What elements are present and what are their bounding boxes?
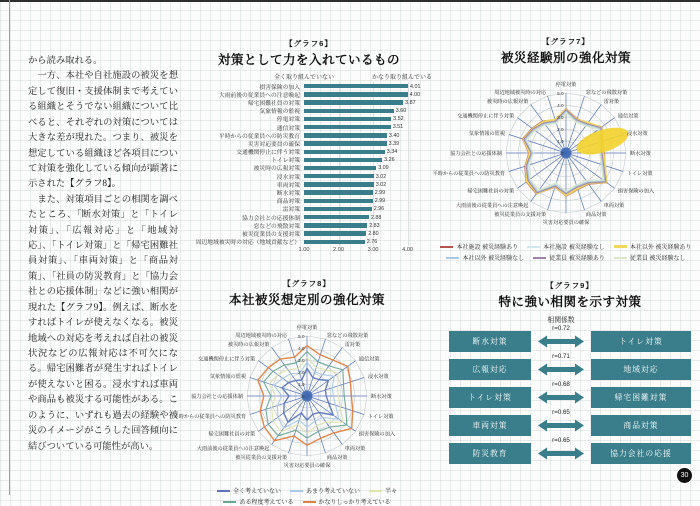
- legend-item: [446, 253, 524, 262]
- radar-scale-label: 3.0: [298, 358, 305, 363]
- radar-axis-spoke: [566, 153, 585, 210]
- bar: [304, 207, 372, 211]
- graph6-rows: [186, 82, 432, 246]
- bar-category-label: 被災時の広報対策: [253, 166, 300, 173]
- correlation-box-left: 車両対策: [449, 415, 531, 436]
- bar-category-label: 車両対策: [276, 182, 300, 189]
- bar-category-label: 損害保険の加入: [259, 84, 300, 91]
- graph9-rows: [444, 325, 696, 464]
- correlation-box-right: 帰宅困難対策: [591, 387, 691, 408]
- radar-axis-spoke: [566, 153, 601, 202]
- legend-label: 本社以外 被災経験なし: [462, 256, 525, 262]
- bar-value: 3.40: [388, 132, 400, 139]
- correlation-box-right: トイレ対策: [591, 331, 691, 352]
- bar-value: 2.83: [369, 222, 380, 229]
- bar: [304, 92, 408, 96]
- radar-axis-label: 商品対策: [585, 211, 607, 218]
- radar-axis-label: 平時からの従業員への防災教育: [432, 170, 506, 177]
- radar-axis-label: 周辺地域被災時の対応: [235, 333, 288, 340]
- graph7-radar-chart: [434, 36, 698, 262]
- bar: [304, 100, 403, 104]
- radar-scale-label: 4.0: [557, 103, 564, 108]
- bar-track: [304, 164, 432, 172]
- radar-axis-label: 雷対策: [603, 99, 620, 106]
- bar: [304, 141, 387, 145]
- radar-axis-label: 窓などの飛散対策: [326, 333, 369, 340]
- correlation-row: [444, 381, 696, 408]
- x-tick-label: 2.00: [333, 246, 344, 253]
- correlation-box-right: 協力会社の応援: [591, 443, 691, 464]
- bar-track: [304, 221, 432, 229]
- body-paragraph: から読み取れる。: [28, 56, 103, 66]
- bar: [304, 84, 408, 88]
- radar-scale-label: 3.0: [557, 115, 564, 120]
- radar-axis-spoke: [566, 153, 623, 172]
- legend-swatch: [290, 490, 303, 492]
- bar-category-label: 通信対策: [276, 125, 300, 132]
- bar-category-label: 停電対策: [276, 117, 300, 124]
- radar-axis-label: 気象情報の監視: [209, 374, 247, 381]
- radar-scale-label: 2.0: [557, 127, 564, 132]
- radar-scale-label: 0: [301, 394, 305, 399]
- bar-track: [304, 123, 432, 131]
- double-arrow: [538, 409, 584, 436]
- bar-category-label: 大雨前後の従業員への注意喚起: [218, 92, 300, 99]
- graph6-axis-headers: [186, 72, 432, 82]
- radar-scale-label: 4.0: [298, 346, 305, 351]
- legend-item: [533, 253, 605, 262]
- bar-category-label: 商品対策: [276, 199, 300, 206]
- bar-row: [186, 238, 432, 246]
- radar-axis-label: 平時からの従業員への防災教育: [173, 413, 247, 420]
- double-arrow: [538, 353, 584, 380]
- legend-swatch: [446, 257, 459, 259]
- radar-scale-label: 1.0: [557, 139, 564, 144]
- legend-label: かなりしっかり考えている: [318, 500, 391, 506]
- bar-category-label: 被災従業員の支援対策: [242, 231, 300, 238]
- graph7-title: 被災経験別の強化対策: [500, 51, 631, 65]
- bar-value: 3.02: [375, 181, 387, 188]
- radar-axis-label: 協力会社との応援体制: [450, 151, 502, 157]
- legend-label: 本社以外 被災経験あり: [629, 245, 692, 251]
- legend-label: 従業員 被災経験あり: [549, 256, 605, 262]
- x-tick-label: 4.00: [402, 246, 414, 253]
- bar-track: [304, 188, 432, 196]
- bar: [304, 215, 369, 219]
- legend-item: [369, 486, 397, 495]
- correlation-box-left: 広報対応: [449, 359, 531, 380]
- bar-category-label: 平時からの従業員への防災教育: [218, 133, 300, 140]
- graph9-correlation-diagram: [444, 280, 696, 464]
- bar-value: 2.99: [374, 189, 386, 196]
- correlation-value: r=0.65: [552, 437, 570, 444]
- graph8-tag: 【グラフ8】: [283, 279, 331, 288]
- bar-track: [304, 148, 432, 156]
- bar-value: 2.96: [373, 206, 385, 213]
- radar-axis-label: 帰宅困難社員の対策: [208, 431, 256, 438]
- legend-item: [290, 486, 360, 495]
- bar-track: [304, 172, 432, 180]
- graph6-bar-chart: [186, 38, 432, 255]
- bar: [304, 117, 391, 121]
- double-arrow-icon: [538, 391, 584, 404]
- bar: [304, 166, 376, 170]
- legend-item: [303, 497, 391, 506]
- radar-scale-label: 5.0: [557, 91, 564, 96]
- bar-category-label: 断水対策: [276, 191, 300, 198]
- correlation-value: r=0.71: [552, 353, 570, 360]
- radar-axis-label: 災害対応要員の確保: [542, 220, 590, 226]
- radar-axis-label: トイレ対策: [367, 413, 394, 420]
- radar-axis-label: 周辺地域被災時の対応: [494, 90, 547, 97]
- graph6-axis-right-label: かなり取り組んでいる: [371, 75, 432, 81]
- bar: [304, 150, 385, 154]
- page-left-rule: [9, 0, 10, 495]
- bar: [304, 240, 365, 244]
- correlation-box-left: トイレ対策: [449, 387, 531, 408]
- legend-swatch: [614, 257, 627, 259]
- legend-item: [527, 242, 605, 251]
- bar: [304, 182, 374, 186]
- legend-label: 全く考えていない: [232, 489, 281, 495]
- legend-swatch: [303, 501, 316, 503]
- bar-value: 3.51: [392, 124, 404, 131]
- graph8-radar-chart: [173, 278, 434, 506]
- body-text-column: [28, 54, 178, 455]
- radar-scale-label: 2.0: [298, 370, 305, 375]
- legend-swatch: [440, 246, 453, 248]
- radar-axis-label: 気象情報の監視: [468, 131, 506, 138]
- bar-track: [304, 205, 432, 213]
- bar: [304, 174, 374, 178]
- bar-value: 4.01: [410, 83, 421, 90]
- legend-label: 本社施設 被災経験あり: [456, 245, 519, 251]
- radar-axis-spoke: [548, 153, 567, 210]
- legend-item: [223, 497, 293, 506]
- bar-value: 3.26: [384, 157, 395, 164]
- graph7-tag: 【グラフ7】: [542, 37, 590, 46]
- legend-row: [223, 497, 390, 506]
- radar-axis-label: 停電対策: [555, 82, 577, 88]
- radar-chart-svg: [173, 308, 434, 484]
- radar-axis-label: 停電対策: [296, 325, 318, 331]
- radar-axis-label: 断水対策: [371, 394, 392, 400]
- radar-axis-label: 商品対策: [326, 454, 348, 461]
- bar-track: [304, 238, 432, 246]
- bar-value: 2.88: [370, 214, 382, 221]
- legend-swatch: [527, 246, 540, 248]
- bar-track: [304, 90, 432, 98]
- graph6-x-axis: [298, 246, 432, 255]
- body-paragraph: 一方、本社や自社施設の被災を想定して復旧・支援体制まで考えている組織とそうでない組織について比べると、それぞれの対策については大きな差が現れた。つまり、被災を想定している組織ほど各項目について対策を強化している傾向が顕著に示された【グラフ8】。: [28, 71, 178, 190]
- radar-axis-label: 浸水対策: [626, 131, 648, 138]
- bar-category-label: 帰宅困難社員の対策: [247, 100, 300, 107]
- bar-category-label: 気象情報の監視: [259, 109, 300, 116]
- radar-axis-spoke: [307, 378, 364, 397]
- bar-track: [304, 107, 432, 115]
- double-arrow-icon: [538, 447, 584, 460]
- radar-axis-label: 被災従業員の支援対策: [494, 211, 547, 218]
- body-paragraph: また、対策項目ごとの相関を調べたところ、「断水対策」と「トイレ対策」、「広報対応」と「地域対応」、「トイレ対策」と「帰宅困難社員対策」、「車両対策」と「商品対策」、「社員の防災教育」と「協力会社との応援体制」などに強い相関が現れた【グラフ9】。例えば、断水をすればトイレが使えなくなる。被災地域への対応を考えれば自社の被災状況などの広報対応は不可欠になる。帰宅困難者が発生すればトイレが使えないと困る。浸水すれば車両や商品も被災する可能性がある。このように、いずれも過去の経験や被災のイメージがこうした回答傾向に結びついている可能性が高い。: [28, 194, 178, 452]
- bar-track: [304, 115, 432, 123]
- legend-item: [614, 253, 686, 262]
- radar-axis-label: 協力会社との応援体制: [191, 394, 243, 400]
- bar-value: 3.34: [386, 149, 398, 155]
- graph8-title: 本社被災想定別の強化対策: [228, 293, 385, 307]
- radar-axis-label: 被災時の広報対策: [486, 99, 529, 106]
- legend-item: [217, 486, 281, 495]
- radar-axis-label: 車両対策: [603, 202, 625, 209]
- graph9-title: 特に強い相関を示す対策: [498, 295, 642, 309]
- legend-row: [217, 486, 397, 495]
- graph7-legend: [434, 242, 698, 262]
- radar-axis-spoke: [509, 153, 566, 172]
- radar-axis-label: 雷対策: [344, 342, 361, 349]
- legend-item: [440, 242, 518, 251]
- double-arrow-icon: [538, 335, 584, 348]
- bar-track: [304, 131, 432, 139]
- correlation-value: r=0.72: [552, 325, 570, 332]
- legend-swatch: [614, 245, 627, 249]
- radar-axis-label: 損害保険の加入: [358, 431, 396, 438]
- bar-value: 4.00: [409, 91, 421, 98]
- radar-axis-label: 窓などの飛散対策: [585, 90, 628, 97]
- double-arrow-icon: [538, 363, 584, 376]
- radar-axis-label: 大雨前後の従業員への注意喚起: [196, 445, 270, 452]
- radar-axis-label: 通信対策: [617, 113, 639, 120]
- correlation-row: [444, 353, 696, 380]
- bar-category-label: 協力会社との応援体制: [242, 215, 300, 222]
- bar-category-label: トイレ対策: [271, 158, 300, 165]
- double-arrow: [538, 437, 584, 464]
- page-top-rule: [0, 0, 700, 2]
- double-arrow: [538, 381, 584, 408]
- radar-axis-spoke: [307, 348, 342, 397]
- x-tick-label: 3.00: [367, 246, 379, 253]
- radar-axis-spoke: [250, 396, 307, 415]
- legend-label: 本社施設 被災経験なし: [543, 245, 605, 251]
- radar-axis-label: 被災従業員の支援対策: [235, 454, 288, 461]
- bar: [304, 109, 394, 113]
- legend-label: 半々: [385, 489, 398, 495]
- bar-track: [304, 197, 432, 205]
- bar-category-label: 雷対策: [282, 207, 300, 214]
- bar-category-label: 災害対応要員の確保: [247, 141, 300, 148]
- correlation-box-right: 地域対応: [591, 359, 691, 380]
- correlation-box-right: 商品対策: [591, 415, 691, 436]
- bar-category-label: 交通機関停止に伴う対策: [236, 150, 300, 157]
- x-tick-label: 1.00: [298, 246, 310, 253]
- graph6-plot-area: [186, 82, 432, 246]
- legend-label: 従業員 被災経験なし: [629, 256, 686, 262]
- bar-track: [304, 213, 432, 221]
- bar: [304, 125, 391, 129]
- bar-value: 2.99: [374, 198, 386, 205]
- radar-axis-label: 断水対策: [630, 151, 651, 157]
- bar-value: 3.09: [378, 165, 389, 172]
- correlation-box-left: 防災教育: [449, 443, 531, 464]
- page-number-badge: 30: [677, 468, 692, 483]
- bar: [304, 223, 367, 227]
- bar-track: [304, 139, 432, 147]
- radar-axis-label: 通信対策: [358, 356, 380, 363]
- correlation-value: r=0.65: [552, 409, 570, 416]
- bar-track: [304, 180, 432, 188]
- radar-axis-label: 被災時の広報対策: [227, 342, 270, 349]
- bar-value: 2.80: [368, 230, 379, 237]
- graph9-header: [444, 314, 696, 324]
- bar-track: [304, 98, 432, 106]
- correlation-row: [444, 437, 696, 464]
- bar-value: 3.60: [395, 108, 407, 115]
- bar-category-label: 周辺地域被災時の対応（地域貢献など）: [195, 240, 300, 247]
- radar-scale-label: 5.0: [298, 334, 305, 339]
- correlation-row: [444, 409, 696, 436]
- bar-value: 3.52: [393, 116, 404, 123]
- bar-track: [304, 229, 432, 237]
- correlation-value: r=0.68: [552, 381, 570, 388]
- radar-axis-label: 浸水対策: [367, 374, 389, 381]
- bar: [304, 231, 366, 235]
- legend-label: あまり考えていない: [305, 489, 360, 495]
- bar-track: [304, 156, 432, 164]
- bar: [304, 133, 387, 137]
- radar-axis-label: 損害保険の加入: [617, 188, 655, 195]
- legend-swatch: [369, 490, 382, 492]
- radar-axis-label: 交通機関停止に伴う対策: [198, 356, 256, 363]
- radar-scale-label: 1.0: [298, 382, 305, 387]
- radar-axis-label: 交通機関停止に伴う対策: [457, 113, 515, 120]
- radar-axis-label: トイレ対策: [626, 170, 653, 177]
- legend-swatch: [533, 257, 546, 259]
- graph9-tag: 【グラフ9】: [546, 281, 594, 290]
- graph6-title: 対策として力を入れているもの: [217, 53, 400, 67]
- radar-scale-label: 0: [560, 151, 564, 156]
- correlation-row: [444, 325, 696, 352]
- bar-category-label: 浸水対策: [276, 174, 300, 181]
- radar-axis-label: 災害対応要員の確保: [283, 463, 331, 469]
- bar: [304, 158, 382, 162]
- legend-row: [446, 253, 685, 262]
- bar-value: 3.87: [405, 99, 416, 106]
- legend-row: [440, 242, 691, 251]
- correlation-coefficient-label: 相関係数: [547, 317, 575, 324]
- double-arrow: [538, 325, 584, 352]
- bar-track: [304, 82, 432, 90]
- radar-axis-label: 大雨前後の従業員への注意喚起: [455, 202, 529, 209]
- bar-value: 3.39: [388, 140, 400, 147]
- bar-category-label: 窓などの飛散対策: [253, 223, 300, 230]
- bar-value: 3.02: [375, 173, 387, 180]
- legend-swatch: [223, 501, 236, 503]
- graph6-tag: 【グラフ6】: [285, 39, 333, 48]
- correlation-box-left: 断水対策: [449, 331, 531, 352]
- legend-label: ある程度考えている: [239, 500, 294, 506]
- graph8-legend: [180, 486, 434, 506]
- radar-axis-label: 車両対策: [344, 445, 366, 452]
- bar-value: 2.76: [366, 239, 378, 246]
- legend-swatch: [217, 490, 230, 492]
- bar: [304, 199, 373, 203]
- bar: [304, 190, 373, 194]
- radar-chart-svg: [434, 66, 698, 240]
- double-arrow-icon: [538, 419, 584, 432]
- legend-item: [614, 242, 692, 251]
- graph6-axis-left-label: 全く取り組んでいない: [273, 75, 335, 81]
- radar-axis-label: 帰宅困難社員の対策: [467, 188, 515, 195]
